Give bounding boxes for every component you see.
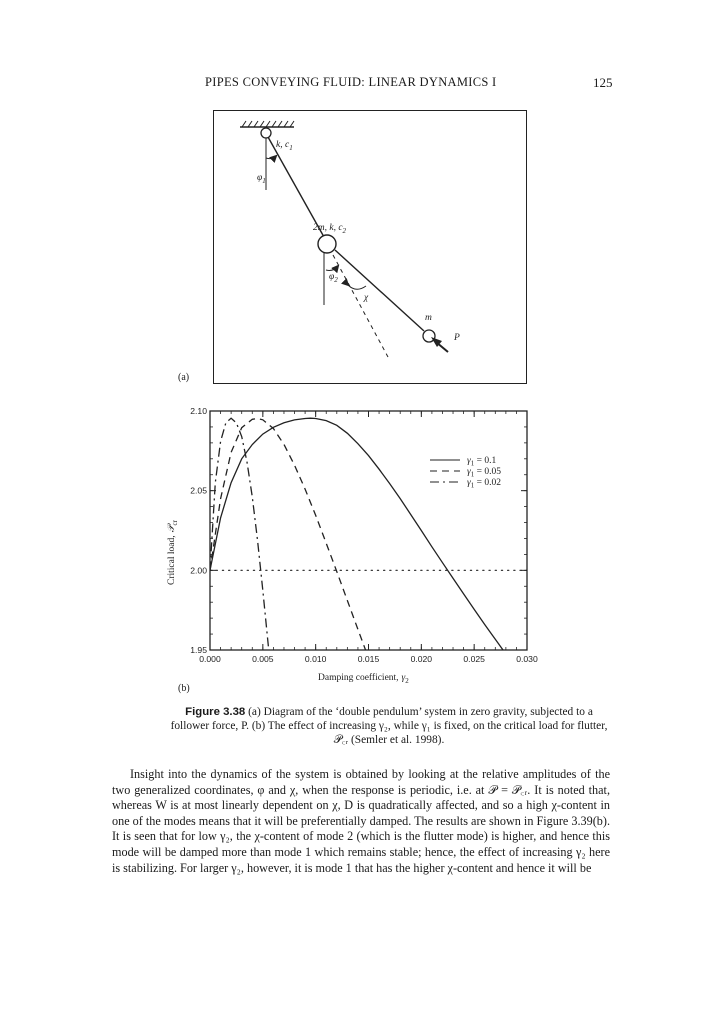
y-tick-label: 2.10 (190, 406, 207, 416)
x-tick-label: 0.025 (463, 654, 485, 664)
caption-lead: Figure 3.38 (185, 706, 246, 718)
label-chi: χ (364, 293, 369, 303)
legend-label-3: $\gamma_1 = 0.02$ (467, 478, 501, 490)
x-tick-label: 0.000 (199, 654, 221, 664)
label-m: m (425, 313, 432, 323)
legend-label-2: $\gamma_1 = 0.05$ (467, 467, 501, 479)
caption-text: (a) Diagram of the ‘double pendulum’ system in zero gravity, subjected to a follower force, P. (b) The effect of increasing γ₂, while γ₁ is fixed, on the critical load for flutter, 𝒫꜀ᵣ (Semler et al. 1998). (170, 706, 608, 746)
x-axis-title: Damping coefficient, $\gamma_2$ (318, 673, 409, 685)
label-force-p: P (454, 333, 460, 343)
chart-legend (430, 456, 501, 490)
page-number: 125 (593, 75, 613, 90)
label-k-c1: k, $c_1$ (276, 140, 293, 152)
chart-frame (210, 411, 527, 650)
label-2m-k-c2: 2m, k, $c_2$ (313, 223, 347, 235)
x-tick-label: 0.030 (516, 654, 538, 664)
y-tick-label: 2.05 (190, 485, 207, 496)
x-tick-label: 0.020 (410, 654, 433, 664)
y-tick-label: 1.95 (190, 645, 207, 655)
y-axis-title: Critical load,𝒫$_{cr}$ (167, 520, 179, 585)
series-line-2 (210, 419, 379, 687)
x-tick-label: 0.010 (304, 654, 327, 664)
panel-a-tag: (a) (178, 372, 190, 383)
running-title: PIPES CONVEYING FLUID: LINEAR DYNAMICS I (205, 75, 497, 89)
x-tick-label: 0.005 (252, 654, 274, 664)
panel-b-tag: (b) (178, 683, 190, 694)
label-phi2: $\varphi_2$ (329, 272, 338, 284)
label-phi1: $\varphi_1$ (257, 173, 266, 185)
y-tick-label: 2.00 (190, 565, 207, 576)
x-tick-label: 0.015 (357, 654, 380, 664)
figure-caption (168, 705, 610, 747)
body-paragraph: Insight into the dynamics of the system is obtained by looking at the relative amplitudes of the two generalized coordinates, φ and χ, when the response is periodic, i.e. at 𝒫 = 𝒫꜀ᵣ. It is noted that, whereas W is at most linearly dependent on χ, D is quadratically affected, and so a high χ-content in one of the modes means that it will be preferentially damped. The results are shown in Figure 3.39(b). It is seen that for low γ₂, the χ-content of mode 2 (which is the flutter mode) is higher, and hence this mode will be damped more than mode 1 which remains stable; hence, the effect of increasing γ₂ here is stabilizing. For larger γ₂, however, it is mode 1 that has the higher χ-content and hence it will be (112, 767, 610, 875)
legend-label-1: $\gamma_1 = 0.1$ (467, 456, 497, 468)
